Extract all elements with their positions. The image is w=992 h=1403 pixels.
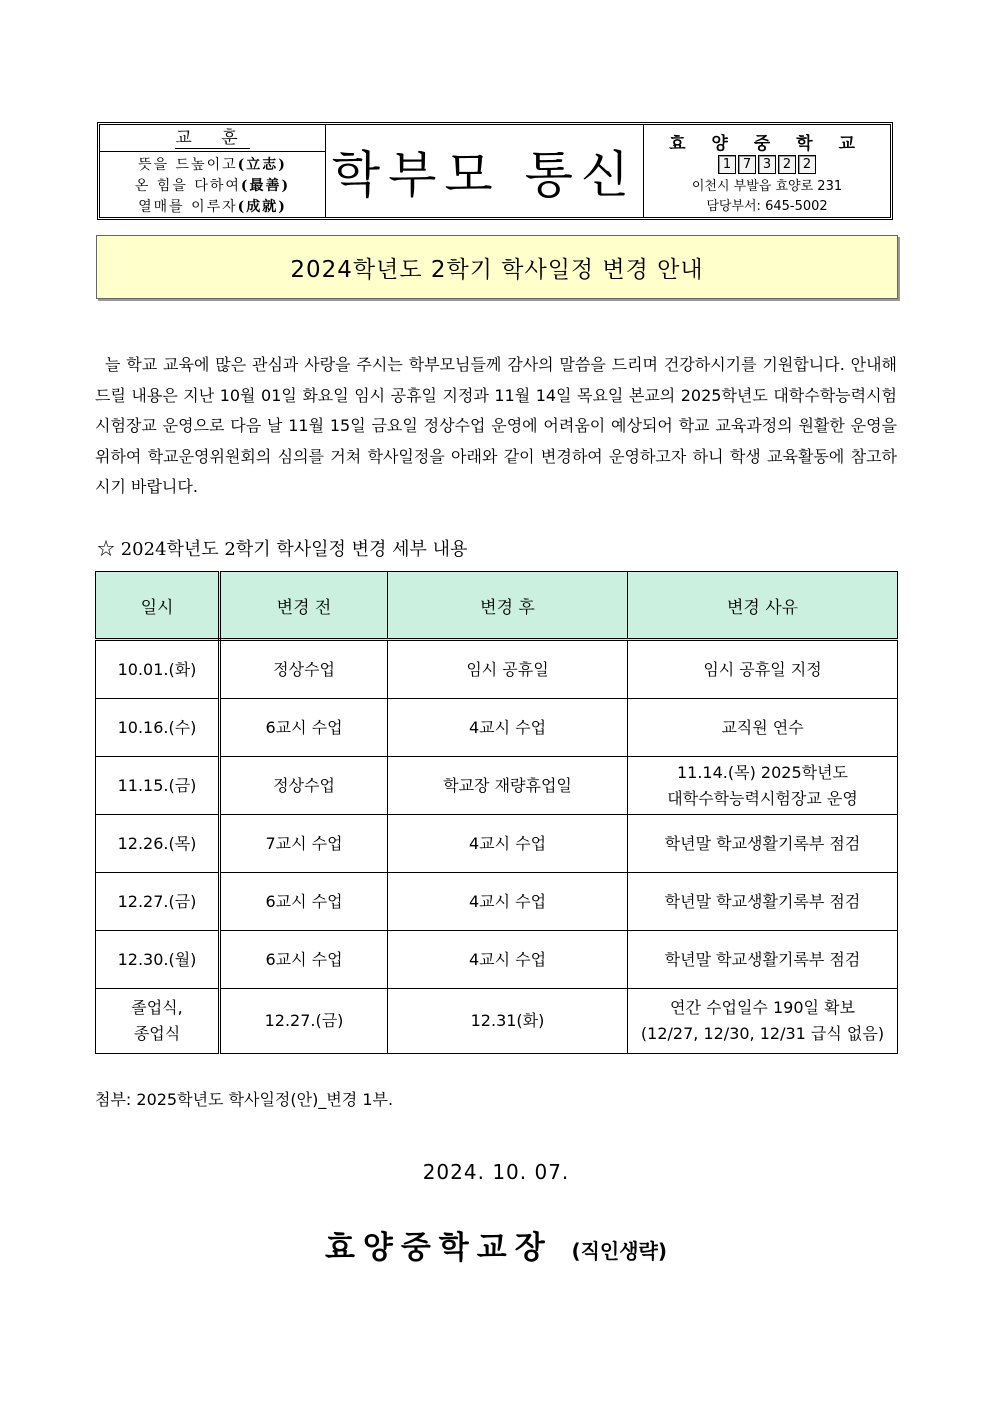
- newsletter-title: 학부모 통신: [326, 125, 644, 217]
- motto-line: 열매를 이루자(成就): [138, 198, 287, 215]
- zip-digit: 3: [758, 155, 776, 174]
- cell-after: 4교시 수업: [388, 873, 628, 931]
- motto-line: 온 힘을 다하여(最善): [134, 177, 291, 194]
- cell-after: 4교시 수업: [388, 815, 628, 873]
- table-row: [96, 815, 898, 873]
- cell-date: 12.27.(금): [96, 873, 220, 931]
- issue-date: 2024. 10. 07.: [422, 1160, 570, 1184]
- cell-before: 6교시 수업: [220, 873, 388, 931]
- cell-after: 12.31(화): [388, 989, 628, 1054]
- header-before: 변경 전: [220, 572, 388, 640]
- cell-reason: 학년말 학교생활기록부 점검: [628, 873, 898, 931]
- cell-reason: 학년말 학교생활기록부 점검: [628, 931, 898, 989]
- school-motto: [100, 125, 326, 217]
- cell-before: 6교시 수업: [220, 699, 388, 757]
- cell-reason: 연간 수업일수 190일 확보 (12/27, 12/30, 12/31 급식 없음): [628, 989, 898, 1054]
- cell-before: 정상수업: [220, 757, 388, 815]
- motto-line: 뜻을 드높이고(立志): [138, 156, 287, 173]
- section-heading: ☆ 2024학년도 2학기 학사일정 변경 세부 내용: [97, 539, 468, 560]
- zip-digit: 7: [738, 155, 756, 174]
- table-row: [96, 931, 898, 989]
- cell-before: 6교시 수업: [220, 931, 388, 989]
- table-row: [96, 989, 898, 1054]
- attachment-note: 첨부: 2025학년도 학사일정(안)_변경 1부.: [95, 1090, 394, 1109]
- cell-date: 졸업식, 종업식: [96, 989, 220, 1054]
- cell-date: 10.01.(화): [96, 640, 220, 699]
- notice-title: 2024학년도 2학기 학사일정 변경 안내: [96, 235, 898, 299]
- cell-date: 12.30.(월): [96, 931, 220, 989]
- school-name: 효 양 중 학 교: [669, 133, 865, 154]
- cell-date: 10.16.(수): [96, 699, 220, 757]
- table-row: [96, 873, 898, 931]
- cell-after: 4교시 수업: [388, 931, 628, 989]
- header-date: 일시: [96, 572, 220, 640]
- principal-name: 효양중학교장: [324, 1230, 553, 1266]
- school-address: 이천시 부발읍 효양로 231: [691, 178, 843, 194]
- header-after: 변경 후: [388, 572, 628, 640]
- header-reason: 변경 사유: [628, 572, 898, 640]
- cell-date: 11.15.(금): [96, 757, 220, 815]
- zip-digit: 2: [798, 155, 816, 174]
- zip-digit: 2: [778, 155, 796, 174]
- seal-note: (직인생략): [571, 1239, 668, 1263]
- letterhead: [97, 122, 893, 220]
- principal-signature: [0, 1222, 992, 1267]
- cell-after: 임시 공휴일: [388, 640, 628, 699]
- table-row: [96, 640, 898, 699]
- schedule-table: [95, 571, 898, 1054]
- department-phone: 담당부서: 645-5002: [706, 198, 828, 214]
- cell-reason: 교직원 연수: [628, 699, 898, 757]
- cell-before: 정상수업: [220, 640, 388, 699]
- cell-reason: 11.14.(목) 2025학년도 대학수학능력시험장교 운영: [628, 757, 898, 815]
- motto-title: 교 훈: [175, 128, 250, 148]
- zip-digit: 1: [718, 155, 736, 174]
- zip-code: [718, 155, 816, 174]
- cell-before: 7교시 수업: [220, 815, 388, 873]
- cell-after: 4교시 수업: [388, 699, 628, 757]
- intro-paragraph: 늘 학교 교육에 많은 관심과 사랑을 주시는 학부모님들께 감사의 말씀을 드리며 건강하시기를 기원합니다. 안내해 드릴 내용은 지난 10월 01일 화요일 임시 공휴일 지정과 11월 14일 목요일 본교의 2025학년도 대학수학능력시험 시험장교 운영으로 다음 날 11월 15일 금요일 정상수업 운영에 어려움이 예상되어 학교 교육과정의 원활한 운영을 위하여 학교운영위원회의 심의를 거쳐 학사일정을 아래와 같이 변경하여 운영하고자 하니 학생 교육활동에 참고하시기 바랍니다.: [95, 355, 897, 496]
- cell-date: 12.26.(목): [96, 815, 220, 873]
- cell-reason: 학년말 학교생활기록부 점검: [628, 815, 898, 873]
- cell-reason: 임시 공휴일 지정: [628, 640, 898, 699]
- table-header-row: [96, 572, 898, 640]
- school-info: [644, 125, 890, 217]
- cell-before: 12.27.(금): [220, 989, 388, 1054]
- table-row: [96, 757, 898, 815]
- cell-after: 학교장 재량휴업일: [388, 757, 628, 815]
- table-row: [96, 699, 898, 757]
